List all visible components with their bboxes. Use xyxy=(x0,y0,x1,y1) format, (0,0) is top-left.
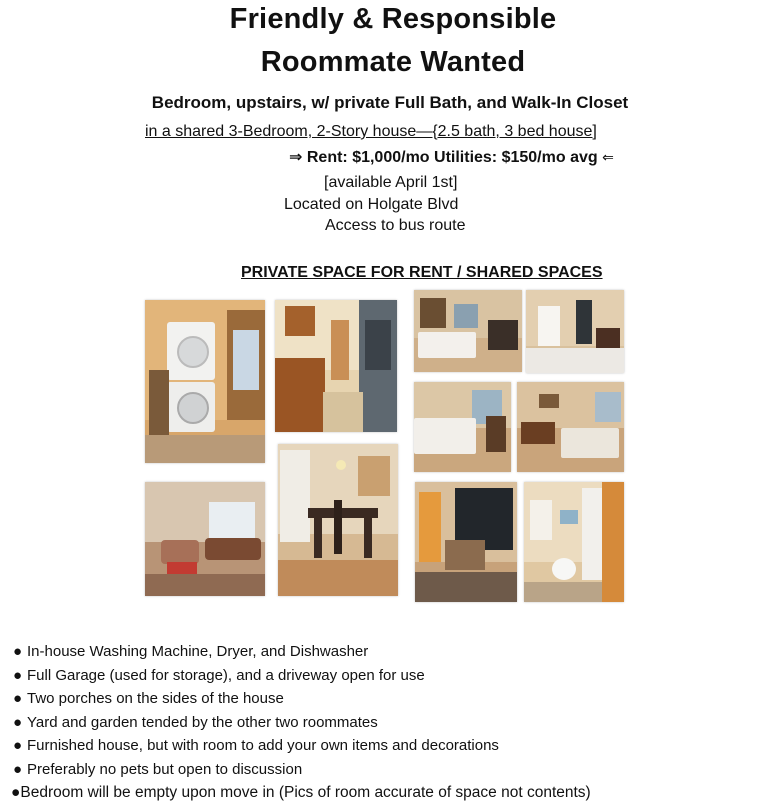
bedroom-photo-3 xyxy=(414,382,511,472)
bullet-icon: ● xyxy=(13,666,23,684)
house-description: in a shared 3-Bedroom, 2-Story house—{2.5 bath, 3 bed house] xyxy=(145,123,597,140)
bullet-icon: ● xyxy=(13,737,23,754)
section-title: PRIVATE SPACE FOR RENT / SHARED SPACES xyxy=(241,264,603,281)
rent-text: Rent: $1,000/mo Utilities: $150/mo avg xyxy=(306,149,598,166)
bedroom-photo-4 xyxy=(517,382,624,472)
list-item: ● Full Garage (used for storage), and a driveway open for use xyxy=(13,664,591,688)
availability: [available April 1st] xyxy=(324,174,458,191)
flyer-title-line-1: Friendly & Responsible xyxy=(229,3,557,35)
list-item: ● Preferably no pets but open to discussion xyxy=(13,758,591,782)
list-item: ● Furnished house, but with room to add your own items and decorations xyxy=(13,734,591,758)
living-room-photo xyxy=(145,482,265,596)
bedroom-photo-2 xyxy=(526,290,624,373)
location: Located on Holgate Blvd xyxy=(284,196,459,213)
list-item: ● Two porches on the sides of the house xyxy=(13,687,591,711)
bullet-icon: ● xyxy=(13,690,23,707)
list-item: ●Bedroom will be empty upon move in (Pics of room accurate of space not contents) xyxy=(11,784,591,801)
bullet-icon: ● xyxy=(13,760,23,778)
laundry-room-photo xyxy=(145,300,265,463)
flyer-title-line-2: Roommate Wanted xyxy=(260,46,526,78)
bathroom-photo xyxy=(524,482,624,602)
kitchen-photo xyxy=(275,300,397,432)
room-description: Bedroom, upstairs, w/ private Full Bath, and Walk-In Closet xyxy=(151,93,629,112)
rent-line xyxy=(289,147,614,167)
amenities-list xyxy=(13,640,591,805)
bullet-icon: ● xyxy=(13,713,23,731)
arrow-left-icon: ⇐ xyxy=(602,149,614,165)
dining-room-photo xyxy=(278,444,398,596)
bullet-icon: ● xyxy=(11,784,21,801)
bus-access: Access to bus route xyxy=(325,217,466,234)
list-item: ● In-house Washing Machine, Dryer, and Dishwasher xyxy=(13,640,591,664)
list-item: ● Yard and garden tended by the other two roommates xyxy=(13,711,591,735)
arrow-right-icon: ⇒ xyxy=(289,149,303,166)
walk-in-closet-photo xyxy=(415,482,517,602)
bullet-icon: ● xyxy=(13,643,23,660)
bedroom-photo-1 xyxy=(414,290,522,372)
